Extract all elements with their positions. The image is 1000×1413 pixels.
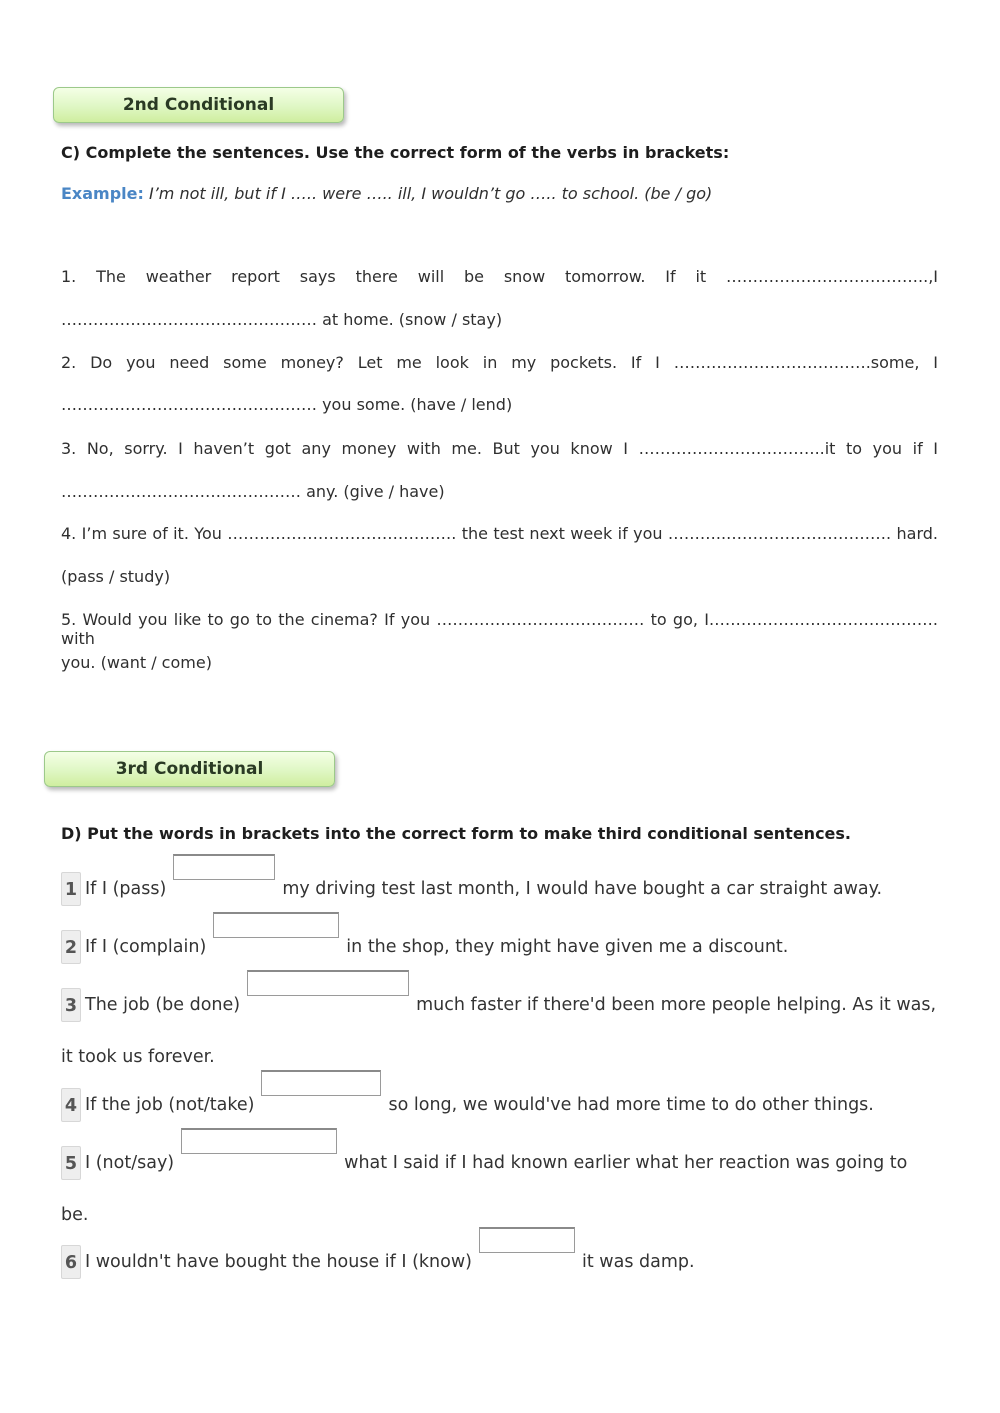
- question-text-before: I wouldn't have bought the house if I (know): [85, 1252, 472, 1272]
- question-text-before: If the job (not/take): [85, 1095, 255, 1115]
- section-header-2nd-conditional: [53, 87, 344, 123]
- question-text-before: I (not/say): [85, 1153, 175, 1173]
- question-2: [61, 934, 788, 964]
- section-title: 3rd Conditional: [115, 759, 264, 779]
- question-6: [61, 1249, 695, 1279]
- answer-input-6[interactable]: [479, 1227, 575, 1253]
- question-number: 5: [61, 1146, 81, 1180]
- sentence-5-line1: 5. Would you like to go to the cinema? If you ………………………………… to go, I……………………………………. with: [61, 610, 938, 648]
- instruction-d: D) Put the words in brackets into the correct form to make third conditional sentences.: [61, 824, 852, 843]
- section-header-3rd-conditional: [44, 751, 335, 787]
- question-number: 6: [61, 1245, 81, 1279]
- question-text-before: If I (pass): [85, 879, 167, 899]
- question-text-after: so long, we would've had more time to do other things.: [388, 1095, 874, 1115]
- answer-input-5[interactable]: [181, 1128, 337, 1154]
- question-3: [61, 992, 936, 1022]
- sentence-2-line1: 2. Do you need some money? Let me look in my pockets. If I ……………………………….some, I: [61, 353, 938, 372]
- sentence-1-line1: 1. The weather report says there will be snow tomorrow. If it ………………………………..,I: [61, 267, 938, 286]
- sentence-1-line2: ………………………………………… at home. (snow / stay): [61, 310, 503, 329]
- sentence-3-line2: ……………………………………… any. (give / have): [61, 482, 445, 501]
- example-line: [61, 184, 712, 203]
- sentence-3-line1: 3. No, sorry. I haven’t got any money with me. But you know I ……………………………..it to you if I: [61, 439, 938, 458]
- question-text-after: it was damp.: [582, 1252, 695, 1272]
- section-title: 2nd Conditional: [122, 95, 275, 115]
- sentence-2-line2: ………………………………………… you some. (have / lend): [61, 395, 513, 414]
- question-5-continuation: be.: [61, 1205, 89, 1225]
- answer-input-4[interactable]: [261, 1070, 381, 1096]
- answer-input-2[interactable]: [213, 912, 339, 938]
- question-number: 3: [61, 988, 81, 1022]
- sentence-5-line2: you. (want / come): [61, 653, 212, 672]
- question-text-after: my driving test last month, I would have bought a car straight away.: [282, 879, 883, 899]
- question-text-after: in the shop, they might have given me a discount.: [346, 937, 789, 957]
- question-number: 1: [61, 872, 81, 906]
- question-text-after: much faster if there'd been more people helping. As it was,: [416, 995, 937, 1015]
- answer-input-3[interactable]: [247, 970, 409, 996]
- answer-input-1[interactable]: [173, 854, 275, 880]
- sentence-4-line2: (pass / study): [61, 567, 171, 586]
- question-5: [61, 1150, 907, 1180]
- question-3-continuation: it took us forever.: [61, 1047, 215, 1067]
- sentence-4-line1: 4. I’m sure of it. You ……………………………………. the test next week if you ………..…………………………. hard.: [61, 524, 938, 543]
- question-text-before: The job (be done): [85, 995, 241, 1015]
- question-number: 2: [61, 930, 81, 964]
- question-number: 4: [61, 1088, 81, 1122]
- question-1: [61, 876, 882, 906]
- question-text-after: what I said if I had known earlier what her reaction was going to: [344, 1153, 908, 1173]
- question-text-before: If I (complain): [85, 937, 207, 957]
- example-text: I’m not ill, but if I ….. were ….. ill, I wouldn’t go ….. to school. (be / go): [143, 184, 713, 203]
- question-4: [61, 1092, 874, 1122]
- instruction-c: C) Complete the sentences. Use the correct form of the verbs in brackets:: [61, 143, 730, 162]
- example-label: Example:: [61, 184, 144, 203]
